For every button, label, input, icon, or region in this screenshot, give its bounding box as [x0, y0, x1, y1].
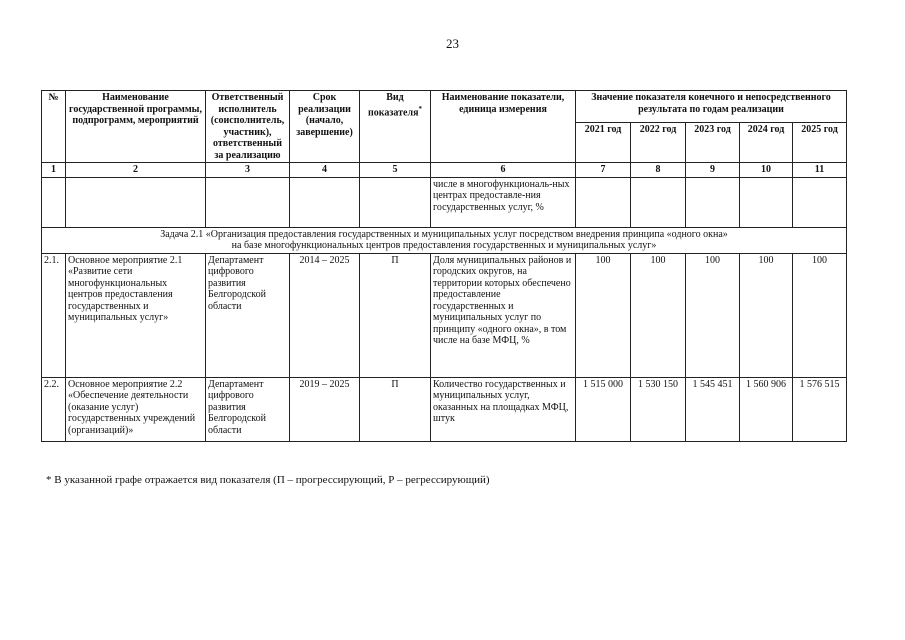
table-cell: [206, 177, 290, 227]
header-year: 2023 год: [686, 123, 740, 163]
row-value-2024: 1 560 906: [740, 377, 793, 441]
row-indicator: Количество государственных и муниципальных услуг, оказанных на площадках МФЦ, штук: [431, 377, 576, 441]
page-number: 23: [446, 36, 459, 51]
header-responsible: Ответственный исполнитель (соисполнитель, участник), ответственный за реализацию: [206, 91, 290, 163]
row-type: П: [360, 377, 431, 441]
column-numbers-row: [42, 163, 847, 178]
table-cell: [42, 177, 66, 227]
table-cell: [290, 177, 360, 227]
header-program: Наименование государственной программы, подпрограмм, мероприятий: [66, 91, 206, 163]
row-value-2022: 100: [631, 253, 686, 377]
table-cell: [686, 177, 740, 227]
header-year: 2022 год: [631, 123, 686, 163]
table-row: [42, 377, 847, 441]
header-type: [360, 91, 431, 163]
row-number: 2.1.: [42, 253, 66, 377]
table-row: [42, 253, 847, 377]
row-period: 2014 – 2025: [290, 253, 360, 377]
row-name: Основное мероприятие 2.2 «Обеспечение деятельности (оказание услуг) государственных учреждений (организаций)»: [66, 377, 206, 441]
row-responsible: Департамент цифрового развития Белгородской области: [206, 377, 290, 441]
column-number: 1: [42, 163, 66, 178]
header-year: 2021 год: [576, 123, 631, 163]
program-table: [41, 90, 847, 442]
row-value-2021: 100: [576, 253, 631, 377]
header-year: 2024 год: [740, 123, 793, 163]
header-period: Срок реализации (начало, завершение): [290, 91, 360, 163]
task-line-1: Задача 2.1 «Организация предоставления государственных и муниципальных услуг посредством внедрения принципа «одного окна»: [160, 228, 728, 240]
row-indicator: Доля муниципальных районов и городских округов, на территории которых обеспечено предоставление государственных и муниципальных услуг по принципу «одного окна», в том числе на базе МФЦ, %: [431, 253, 576, 377]
header-type-mark: *: [418, 104, 422, 113]
header-row: [42, 91, 847, 123]
task-line-2: на базе многофункциональных центров предоставления государственных и муниципальных услуг»: [231, 240, 657, 251]
row-value-2025: 100: [793, 253, 847, 377]
row-name: Основное мероприятие 2.1 «Развитие сети многофункциональных центров предоставления государственных и муниципальных услуг»: [66, 253, 206, 377]
row-number: 2.2.: [42, 377, 66, 441]
column-number: 3: [206, 163, 290, 178]
column-number: 7: [576, 163, 631, 178]
column-number: 8: [631, 163, 686, 178]
column-number: 11: [793, 163, 847, 178]
footnote: * В указанной графе отражается вид показателя (П – прогрессирующий, Р – регрессирующий): [46, 474, 490, 486]
table-cell: [576, 177, 631, 227]
table-cell: [66, 177, 206, 227]
header-values-group: Значение показателя конечного и непосредственного результата по годам реализации: [576, 91, 847, 123]
row-value-2023: 100: [686, 253, 740, 377]
table-cell: [793, 177, 847, 227]
row-value-2024: 100: [740, 253, 793, 377]
column-number: 2: [66, 163, 206, 178]
row-value-2025: 1 576 515: [793, 377, 847, 441]
header-type-label: Вид показателя: [367, 92, 419, 118]
header-indicator: Наименование показатели, единица измерения: [431, 91, 576, 163]
column-number: 10: [740, 163, 793, 178]
table-cell: [360, 177, 431, 227]
table-cell: [740, 177, 793, 227]
task-row: [42, 227, 847, 253]
continuation-row: [42, 177, 847, 227]
column-number: 9: [686, 163, 740, 178]
table-cell: [631, 177, 686, 227]
continuation-indicator: числе в многофункциональ-ных центрах предоставле-ния государственных услуг, %: [431, 177, 576, 227]
row-period: 2019 – 2025: [290, 377, 360, 441]
row-type: П: [360, 253, 431, 377]
row-value-2023: 1 545 451: [686, 377, 740, 441]
column-number: 5: [360, 163, 431, 178]
column-number: 6: [431, 163, 576, 178]
row-value-2021: 1 515 000: [576, 377, 631, 441]
row-responsible: Департамент цифрового развития Белгородской области: [206, 253, 290, 377]
column-number: 4: [290, 163, 360, 178]
task-heading: [42, 227, 847, 253]
header-no: №: [42, 91, 66, 163]
row-value-2022: 1 530 150: [631, 377, 686, 441]
header-year: 2025 год: [793, 123, 847, 163]
